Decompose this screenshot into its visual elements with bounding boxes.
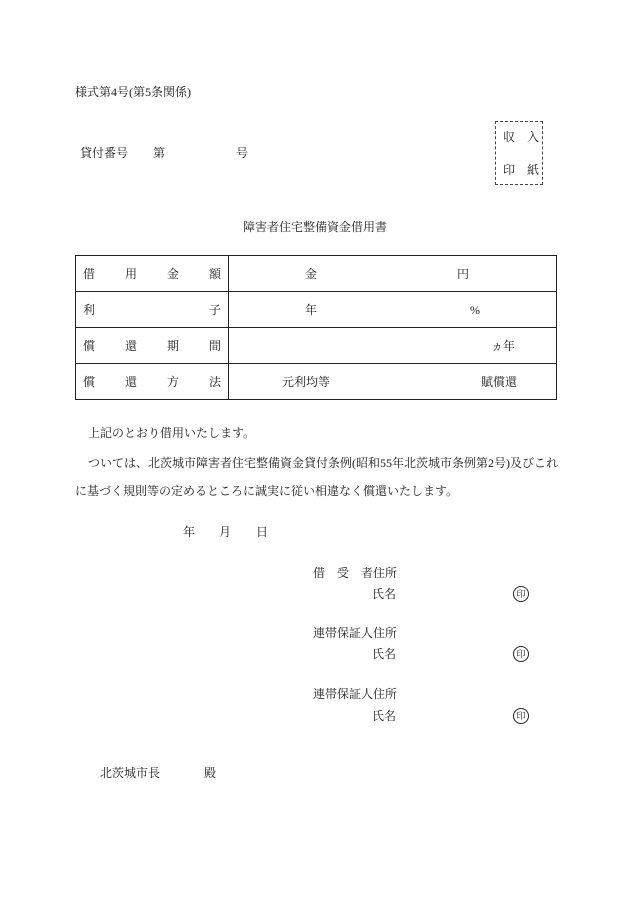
date-year-label: 年 <box>183 525 196 539</box>
interest-percent: % <box>470 302 480 317</box>
row-label-cell <box>76 256 229 292</box>
label-char: 方 <box>166 374 179 389</box>
label-char: 間 <box>208 338 221 353</box>
amount-unit: 円 <box>457 266 470 281</box>
label-char: 子 <box>208 302 221 317</box>
borrower-name-label: 氏名 <box>372 587 397 601</box>
row-label-cell <box>76 328 229 364</box>
label-char: 償 <box>83 338 96 353</box>
row-label-cell <box>76 364 229 400</box>
amount-prefix: 金 <box>305 266 318 281</box>
body-text-line: に基づく規則等の定めるところに誠実に従い相違なく償還いたします。 <box>75 484 459 498</box>
method-suffix: 賦償還 <box>481 374 518 389</box>
seal-icon: 印 <box>513 646 529 662</box>
guarantor-name-label: 氏名 <box>372 709 397 723</box>
row-label <box>76 266 228 282</box>
table-row-repayment-period <box>76 328 557 364</box>
table-row-repayment-method <box>76 364 557 400</box>
label-char: 金 <box>166 266 179 281</box>
stamp-char: 印 <box>503 163 516 177</box>
row-value-cell <box>229 256 557 292</box>
label-char: 期 <box>166 338 179 353</box>
document-title: 障害者住宅整備資金借用書 <box>242 220 387 234</box>
label-char: 借 <box>83 266 96 281</box>
label-char: 法 <box>208 374 221 389</box>
guarantor-address-label: 連帯保証人住所 <box>313 687 398 701</box>
label-char: 額 <box>208 266 221 281</box>
guarantor-address-label: 連帯保証人住所 <box>313 626 398 640</box>
period-unit: ヵ年 <box>491 338 516 353</box>
loan-terms-table <box>75 255 557 400</box>
seal-icon: 印 <box>513 708 529 724</box>
interest-year: 年 <box>305 302 318 317</box>
loan-number-label: 貸付番号 <box>80 146 129 160</box>
loan-number-suffix: 号 <box>236 146 249 160</box>
table-row-loan-amount <box>76 256 557 292</box>
row-value-cell <box>229 328 557 364</box>
revenue-stamp-box <box>495 121 543 185</box>
stamp-char: 入 <box>527 130 540 144</box>
row-value-cell <box>229 292 557 328</box>
method-type: 元利均等 <box>282 374 331 389</box>
loan-number-prefix: 第 <box>153 146 166 160</box>
row-label <box>76 302 228 318</box>
row-label-cell <box>76 292 229 328</box>
addressee-name: 北茨城市長 <box>100 766 161 780</box>
seal-icon: 印 <box>513 586 529 602</box>
stamp-char: 紙 <box>527 163 540 177</box>
borrower-address-label: 借 受 者住所 <box>313 566 398 580</box>
form-number: 様式第4号(第5条関係) <box>75 85 191 99</box>
guarantor-name-label: 氏名 <box>372 647 397 661</box>
label-char: 償 <box>83 374 96 389</box>
row-value-cell <box>229 364 557 400</box>
date-month-label: 月 <box>219 525 232 539</box>
label-char: 還 <box>124 374 137 389</box>
stamp-char: 収 <box>503 130 516 144</box>
row-label <box>76 374 228 390</box>
body-text-line: 上記のとおり借用いたします。 <box>88 426 256 440</box>
label-char: 用 <box>124 266 137 281</box>
body-text-line: ついては、北茨城市障害者住宅整備資金貸付条例(昭和55年北茨城市条例第2号)及びこれ <box>88 456 558 470</box>
row-label <box>76 338 228 354</box>
table-row-interest <box>76 292 557 328</box>
label-char: 還 <box>124 338 137 353</box>
date-day-label: 日 <box>256 525 269 539</box>
label-char: 利 <box>83 302 96 317</box>
addressee-honorific: 殿 <box>204 766 217 780</box>
